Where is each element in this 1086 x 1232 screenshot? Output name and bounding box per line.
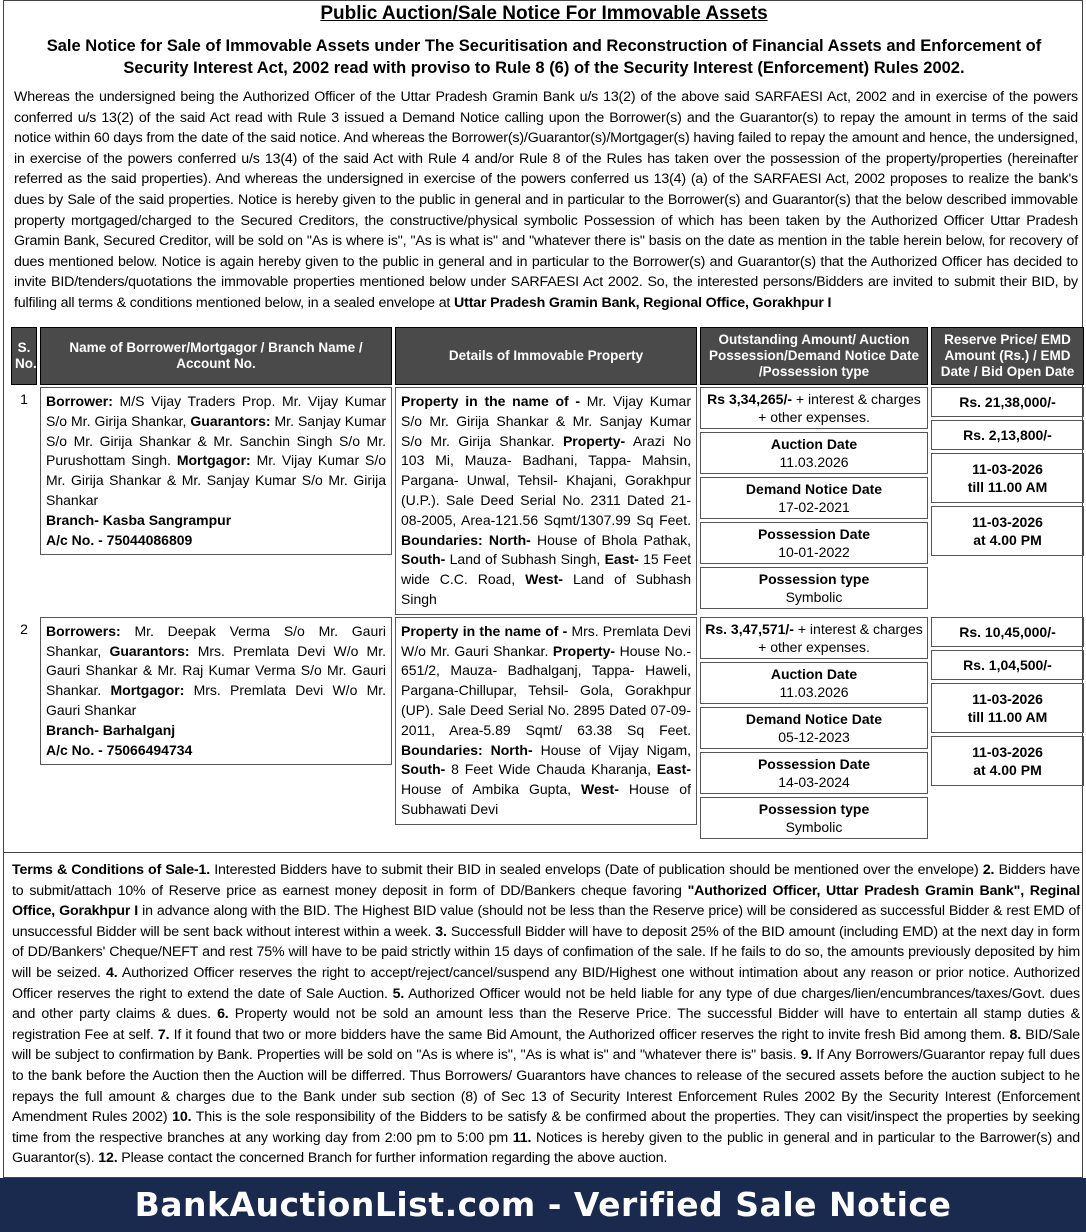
term-5: Authorized Officer would not be held liable for any type of due charges/lien/encumbrances/taxes/Govt. dues and other party claims & dues.: [12, 985, 1080, 1023]
outstanding-suffix: + interest & charges + other expenses.: [758, 391, 921, 425]
property-owner-label: Property in the name of -: [401, 622, 568, 639]
property-owner-label: Property in the name of -: [401, 393, 581, 409]
possession-type: Symbolic: [785, 589, 843, 605]
notice-title: Public Auction/Sale Notice For Immovable Assets: [320, 3, 768, 24]
east-label: East-: [656, 761, 691, 778]
term-2b: in advance along with the BID. The Highest BID value (should not be less than the Reserve price) will be considered as successful Bidder & rest EMD of unsuccessful Bidder will be sent back without interest within a week.: [12, 903, 1081, 940]
possession-date-label: Possession Date: [757, 526, 871, 542]
term-2a: Bidders have to submit/attach 10% of Reserve price as earnest money deposit in form of DD/Bankers cheque favoring: [12, 862, 1080, 899]
auction-date-label: Auction Date: [770, 436, 858, 452]
possession-type-label: Possession type: [758, 571, 870, 587]
term-4: Authorized Officer reserves the right to accept/reject/cancel/suspend any BID/Highest one without intimation about any reason or prior notice. Authorized Officer reserves the right to extend the date of Sale Auction.: [12, 964, 1080, 1002]
guarantors-names: Mrs. Premlata Devi W/o Mr. Gauri Shankar & Mr. Raj Kumar Verma S/o Mr. Gauri Shankar.: [46, 642, 386, 699]
term-7: If it found that two or more bidders have the same Bid Amount, the Authorized officer reserves the right to invite fresh Bid among them.: [173, 1026, 1006, 1043]
property-description: House No.- 651/2, Mauza- Badhalganj, Tappa- Haweli, Pargana-Chillupar, Tehsil- Gola, Gorakhpur (UP). Sale Deed Serial No. 2895 Dated 07-09-2011, Area-5.89 Sqmt/ 63.38 Sq Feet.: [401, 642, 692, 738]
outstanding-cell: [700, 617, 928, 839]
term-10: This is the sole responsibility of the Bidders to be satisfy & be confirmed about the properties. They can visit/inspect the properties by seeking time from the respective branches at any working day from 2:00 pm to 5:00 pm: [12, 1109, 1080, 1146]
west-label: West-: [581, 781, 619, 798]
auction-date-label: Auction Date: [770, 665, 858, 682]
branch-name: Branch- Kasba Sangrampur: [46, 511, 232, 528]
outstanding-amount: Rs 3,34,265/-: [707, 391, 793, 407]
auction-date: 11.03.2026: [779, 454, 849, 470]
property-label: Property-: [552, 642, 616, 659]
borrower-text: [40, 617, 392, 766]
emd-date-box: [931, 683, 1084, 733]
term-12: Please contact the concerned Branch for further information regarding the above auction.: [121, 1150, 668, 1167]
emd-date: 11-03-2026: [972, 690, 1043, 707]
south-label: South-: [401, 551, 446, 568]
boundary-north: House of Vijay Nigam,: [540, 741, 692, 758]
table-header-row: [11, 327, 1084, 385]
possession-date-box: [700, 522, 928, 564]
property-cell: [395, 387, 697, 615]
intro-bold-address: Uttar Pradesh Gramin Bank, Regional Office, Gorakhpur I: [454, 294, 832, 311]
demand-notice-label: Demand Notice Date: [745, 710, 883, 727]
header-sno: S. No.: [11, 327, 37, 385]
term-8: BID/Sale will be subject to confirmation by Bank. Properties will be sold on "As is where is", "As is what is" and "whatever there is" basis.: [12, 1026, 1081, 1064]
header-borrower: Name of Borrower/Mortgagor / Branch Name / Account No.: [40, 327, 392, 385]
property-description: Arazi No 103 Mi, Mauza- Badhani, Tappa- Mahsin, Pargana- Unwal, Tehsil- Khajani, Gorakhpur (U.P.). Sale Deed Serial No. 2311 Dated 21-08-2005, Area-121.56 Sqmt/1307.99 Sq Feet.: [401, 432, 691, 528]
account-number: A/c No. - 75066494734: [46, 741, 193, 758]
reserve-cell: [931, 617, 1084, 839]
possession-type-box: [700, 567, 928, 609]
emd-amount: Rs. 2,13,800/-: [963, 427, 1052, 443]
term-8-num: 8.: [1009, 1026, 1022, 1043]
bid-open-date: 11-03-2026: [972, 743, 1043, 760]
property-label: Property-: [562, 432, 626, 449]
emd-amount: Rs. 1,04,500/-: [963, 656, 1052, 673]
south-label: South-: [401, 761, 446, 778]
mortgagor-label: Mortgagor:: [176, 452, 251, 469]
reserve-price-box: [931, 617, 1084, 647]
outstanding-stack: [700, 387, 928, 609]
divider: [3, 852, 1083, 853]
term-1: Interested Bidders have to submit their BID in sealed envelops (Date of publication should be mentioned over the envelope): [214, 862, 979, 878]
boundary-east: 15 Feet wide C.C. Road,: [401, 551, 692, 588]
term-2-num: 2.: [982, 862, 995, 878]
guarantors-label: Guarantors:: [190, 412, 271, 429]
boundary-south: Land of Subhash Singh,: [449, 551, 601, 568]
term-6: Property would not be sold an amount less than the Reserve Price. The successful Bidder will have to entertain all stamp duties & registration Fee at self.: [12, 1006, 1080, 1043]
mortgagor-names: Mr. Vijay Kumar S/o Mr. Girija Shankar & Mr. Sanjay Kumar S/o Mr. Girija Shankar: [46, 452, 386, 508]
borrower-cell: [40, 617, 392, 839]
term-2-bold: "Authorized Officer, Uttar Pradesh Gramin Bank", Reginal Office, Gorakhpur I: [12, 882, 1080, 920]
terms-heading: Terms & Conditions of Sale-1.: [12, 862, 211, 878]
east-label: East-: [604, 551, 639, 568]
term-6-num: 6.: [217, 1006, 229, 1023]
row-sno: 1: [20, 391, 28, 407]
mortgagor-label: Mortgagor:: [110, 682, 185, 699]
possession-type-box: [700, 797, 928, 839]
property-owner: Mrs. Premlata Devi W/o Mr. Gauri Shankar.: [401, 622, 691, 659]
emd-time: till 11.00 AM: [967, 479, 1048, 495]
outstanding-amount-box: [700, 617, 928, 659]
notice-subtitle: Sale Notice for Sale of Immovable Assets under The Securitisation and Reconstruction of Financial Assets and Enforcement of Security Interest Act, 2002 read with proviso to Rule 8 (6) of the Security Interest (Enforcement) Rules 2002.: [46, 37, 1042, 77]
row-sno: 2: [20, 620, 28, 637]
borrower-label: Borrowers:: [46, 622, 121, 639]
term-11-num: 11.: [512, 1129, 532, 1146]
possession-date: 14-03-2024: [778, 773, 850, 790]
auction-date: 11.03.2026: [779, 683, 849, 700]
emd-amount-box: [931, 420, 1084, 450]
intro-paragraph: [14, 87, 1078, 314]
header-outstanding: Outstanding Amount/ Auction Possession/Demand Notice Date /Possession type: [700, 327, 928, 385]
emd-time: till 11.00 AM: [967, 708, 1048, 725]
outstanding-amount-box: [700, 387, 928, 429]
header-reserve: Reserve Price/ EMD Amount (Rs.) / EMD Date / Bid Open Date: [931, 327, 1084, 385]
term-12-num: 12.: [98, 1150, 118, 1167]
outstanding-suffix: + interest & charges + other expenses.: [758, 620, 923, 655]
reserve-price: Rs. 21,38,000/-: [959, 394, 1056, 410]
footer-banner: BankAuctionList.com - Verified Sale Notice: [0, 1178, 1086, 1232]
possession-type-label: Possession type: [758, 800, 870, 817]
boundary-west: House of Subhawati Devi: [401, 781, 691, 817]
reserve-stack: [931, 617, 1084, 786]
term-3-num: 3.: [435, 923, 447, 940]
boundary-north: House of Bhola Pathak,: [537, 531, 691, 548]
guarantors-names: Mr. Sanjay Kumar S/o Mr. Girija Shankar & Mr. Sanchin Singh S/o Mr. Purushottam Singh.: [46, 412, 386, 469]
borrower-name: M/S Vijay Traders Prop. Mr. Vijay Kumar S/o Mr. Girija Shankar,: [46, 393, 387, 429]
reserve-stack: [931, 387, 1084, 556]
outstanding-cell: [700, 387, 928, 615]
outstanding-amount: Rs. 3,47,571/-: [705, 620, 794, 637]
property-owner: Mr. Vijay Kumar S/o Mr. Girija Shankar & Mr. Sanjay Kumar S/o Mr. Girija Shankar.: [401, 393, 692, 449]
auction-table: [8, 325, 1086, 841]
term-3: Successfull Bidder will have to deposit 25% of the BID amount (including EMD) at the next day in form of DD/Bankers' Cheque/NEFT and rest 75% will have to be paid strictly within 15 days of confimation of the sale. If he fails to do so, the amounts previously deposited by him will be seized.: [12, 923, 1080, 981]
term-10-num: 10.: [172, 1109, 192, 1126]
guarantors-label: Guarantors:: [109, 642, 190, 659]
intro-text: Whereas the undersigned being the Authorized Officer of the Uttar Pradesh Gramin Bank u/s 13(2) of the above said SARFAESI Act, 2002 and in exercise of the powers conferred u/s 13(2) of the said Act read with Rule 3 issued a Demand Notice calling upon the Borrower(s) and the Guarantor(s) to repay the amount in terms of the said notice within 60 days from the date of the said notice. And whereas the Borrower(s)/Guarantor(s)/Mortgager(s) having failed to repay the amount and hence, the undersigned, in exercise of the powers conferred u/s 13(4) of the said Act with Rule 4 and/or Rule 8 of the Rules has taken over the possession of the property/properties (hereinafter referred as the said properties). And whereas the undersigned in exercise of the powers conferred us 13(4) (a) of the SARFAESI Act, 2002 proposes to realize the bank's dues by Sale of the said properties. Notice is hereby given to the public in general and in particular to the Borrower(s) and Guarantor(s) that the below described immovable property mortgaged/charged to the Secured Creditors, the constructive/physical symbolic Possession of which has been taken by the Authorized Officer Uttar Pradesh Gramin Bank, Secured Creditor, will be sold on "As is where is", "As is what is" and "whatever there is" basis on the date as mention in the table herein below, for recovery of dues mentioned below. Notice is again hereby given to the public in general and in particular to the Borrower(s) and Guarantor(s) that the Authorized Officer has decided to invite BID/tenders/quotations the immovable properties mentioned below under SARFAESI Act 2002. So, the interested persons/Bidders are invited to submit their BID, by fulfiling all terms & conditions mentioned below, in a sealed envelope at: [14, 89, 1078, 311]
bid-open-time: at 4.00 PM: [973, 761, 1042, 778]
term-9: If Any Borrowers/Guarantor repay full dues to the bank before the Auction then the Auction will be differred. Thus Borrowers/ Guarantors have chances to release of the secured assets before the auction subject to he repays the full amount & charges due to the Bank under sub section (8) of Sec 13 of Security Interest Enforcement Rules 2002 By the Security Interest (Enforcement Amendment Rules 2002): [12, 1047, 1080, 1126]
term-4-num: 4.: [105, 964, 118, 981]
demand-notice-label: Demand Notice Date: [745, 481, 883, 497]
header-property: Details of Immovable Property: [395, 327, 697, 385]
west-label: West-: [525, 571, 563, 588]
boundaries-label: Boundaries: North-: [401, 741, 533, 758]
possession-date: 10-01-2022: [778, 544, 850, 560]
reserve-price-box: [931, 387, 1084, 417]
auction-date-box: [700, 662, 928, 704]
boundaries-label: Boundaries: North-: [401, 531, 531, 548]
demand-notice-date: 17-02-2021: [778, 499, 850, 515]
possession-date-box: [700, 752, 928, 794]
reserve-price: Rs. 10,45,000/-: [959, 623, 1056, 640]
table-row: [11, 387, 1084, 615]
branch-name: Branch- Barhalganj: [46, 721, 176, 738]
term-7-num: 7.: [157, 1026, 170, 1043]
property-text: [395, 387, 697, 615]
property-text: [395, 617, 697, 825]
possession-date-label: Possession Date: [757, 755, 871, 772]
terms-paragraph: [12, 860, 1080, 1169]
borrower-label: Borrower:: [46, 393, 113, 409]
borrower-text: [40, 387, 392, 555]
borrower-cell: [40, 387, 392, 615]
property-cell: [395, 617, 697, 839]
bid-open-time: at 4.00 PM: [973, 532, 1042, 548]
term-9-num: 9.: [800, 1047, 813, 1064]
demand-notice-box: [700, 477, 928, 519]
possession-type: Symbolic: [785, 818, 843, 835]
term-11: Notices is hereby given to the public in general and in particular to the Barrower(s) and Guarantor(s).: [12, 1129, 1081, 1167]
demand-notice-date: 05-12-2023: [778, 728, 850, 745]
bid-open-box: [931, 506, 1084, 556]
term-5-num: 5.: [392, 985, 405, 1002]
mortgagor-names: Mrs. Premlata Devi W/o Mr. Gauri Shankar: [46, 682, 387, 718]
auction-date-box: [700, 432, 928, 474]
emd-date-box: [931, 453, 1084, 503]
borrower-name: Mr. Deepak Verma S/o Mr. Gauri Shankar,: [46, 622, 387, 659]
emd-amount-box: [931, 650, 1084, 680]
reserve-cell: [931, 387, 1084, 615]
boundary-east: House of Ambika Gupta,: [401, 781, 572, 798]
demand-notice-box: [700, 707, 928, 749]
bid-open-box: [931, 736, 1084, 786]
account-number: A/c No. - 75044086809: [46, 531, 193, 548]
table-row: [11, 617, 1084, 839]
boundary-south: 8 Feet Wide Chauda Kharanja,: [451, 761, 651, 778]
outstanding-stack: [700, 617, 928, 839]
bid-open-date: 11-03-2026: [972, 514, 1043, 530]
emd-date: 11-03-2026: [972, 461, 1043, 477]
boundary-west: Land of Subhash Singh: [401, 571, 692, 607]
